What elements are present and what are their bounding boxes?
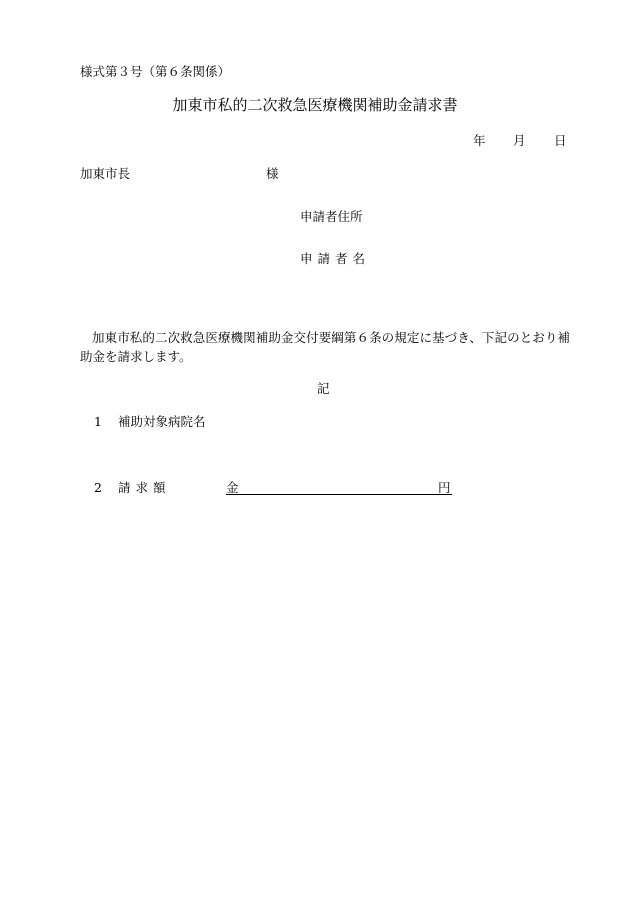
applicant-address-label: 申請者住所: [300, 209, 363, 224]
item-2-number: 2: [94, 480, 102, 495]
addressee-honorific: 様: [266, 166, 279, 181]
date-year-label: 年: [473, 133, 486, 148]
amount-prefix: 金: [226, 480, 239, 495]
ki-heading: 記: [317, 381, 330, 396]
form-number: 様式第３号（第６条関係）: [80, 64, 231, 79]
addressee-name: 加東市長: [80, 166, 131, 181]
request-body-text: 加東市私的二次救急医療機関補助金交付要綱第６条の規定に基づき、下記のとおり補助金を請求します。: [80, 330, 570, 364]
item-1-label: 補助対象病院名: [118, 414, 206, 429]
amount-underline: [226, 478, 452, 495]
document-title: 加東市私的二次救急医療機関補助金請求書: [172, 96, 458, 114]
applicant-name-label: 申請者名: [300, 251, 371, 266]
item-2-label: 請求額: [118, 480, 171, 495]
amount-suffix: 円: [438, 480, 451, 495]
date-month-label: 月: [513, 133, 526, 148]
item-1-number: 1: [94, 414, 102, 429]
date-day-label: 日: [554, 133, 567, 148]
